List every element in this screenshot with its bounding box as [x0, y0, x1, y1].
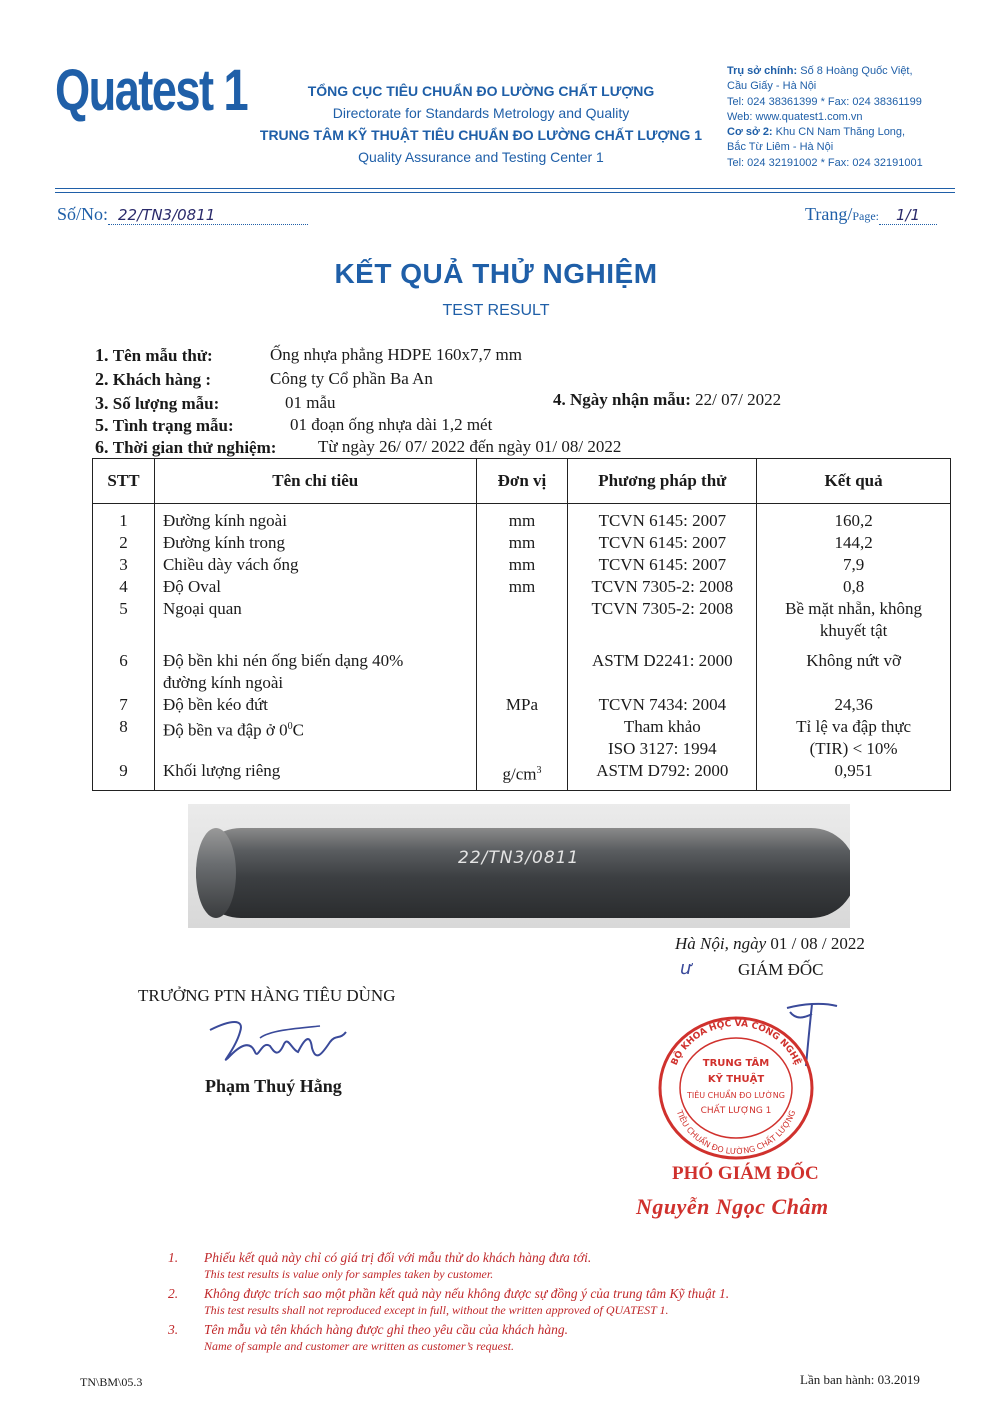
cell-stt: 8: [93, 716, 155, 760]
branch-label: Cơ sở 2:: [727, 126, 773, 139]
cell-result: 0,951: [757, 760, 951, 790]
table-row: [93, 554, 951, 576]
cell-name: Đường kính trong: [154, 532, 476, 554]
initial-mark: ư: [680, 958, 692, 979]
table-row: [93, 504, 951, 533]
footnote-item: 2. Không được trích sao một phần kết quả này nếu không được sự đồng ý của trung tâm Kỹ thuật 1. This test results shall not reproduced except in full, without the written approved of QUATEST 1.: [168, 1286, 730, 1317]
info-sample-name-value: Ống nhựa phẳng HDPE 160x7,7 mm: [270, 345, 522, 364]
info-customer: 2. Khách hàng :: [95, 369, 211, 389]
cell-method: TCVN 7305-2: 2008: [568, 598, 757, 642]
pipe-end: [196, 828, 236, 918]
stamp-line-3: TIÊU CHUẨN ĐO LƯỜNG: [686, 1091, 786, 1100]
report-number-value: 22/TN3/0811: [108, 206, 308, 225]
col-header-unit: Đơn vị: [476, 459, 568, 504]
organization-block: [250, 80, 712, 168]
page-label-en: Page:: [852, 209, 880, 223]
stamp-line-1: TRUNG TÂM: [702, 1058, 770, 1069]
cell-method: ASTM D792: 2000: [568, 760, 757, 790]
cell-name: Độ Oval: [154, 576, 476, 598]
info-condition: 5. Tình trạng mẫu:: [95, 415, 234, 435]
cell-stt: 1: [93, 504, 155, 533]
address-block: [727, 64, 977, 171]
cell-method: TCVN 7434: 2004: [568, 694, 757, 716]
table-row: [93, 694, 951, 716]
hq-address-2: Cầu Giấy - Hà Nội: [727, 80, 817, 93]
cell-result: 0,8: [757, 576, 951, 598]
stamp-line-4: CHẤT LƯỢNG 1: [700, 1106, 772, 1116]
sample-photo: [188, 804, 850, 928]
document-title: KẾT QUẢ THỬ NGHIỆM: [334, 258, 658, 289]
cell-name: Ngoại quan: [154, 598, 476, 642]
col-header-result: Kết quả: [757, 459, 951, 504]
cell-method: TCVN 6145: 2007: [568, 504, 757, 533]
cell-name: Độ bền kéo đứt: [154, 694, 476, 716]
org-line-en: Directorate for Standards Metrology and Quality: [332, 105, 630, 121]
header-rule-thin: [55, 192, 955, 193]
issue-version: Lần ban hành: 03.2019: [800, 1372, 920, 1387]
table-row: [93, 760, 951, 790]
cell-name: Khối lượng riêng: [154, 760, 476, 790]
hq-phone: Tel: 024 38361399 * Fax: 024 38361199: [727, 95, 922, 108]
cell-method: TCVN 7305-2: 2008: [568, 576, 757, 598]
footnote-item: 1. Phiếu kết quả này chỉ có giá trị đối với mẫu thử do khách hàng đưa tới. This test results is value only for samples taken by customer.: [168, 1250, 592, 1281]
report-number: [57, 204, 308, 225]
cell-unit: MPa: [476, 694, 568, 716]
cell-stt: 5: [93, 598, 155, 642]
center-line-vn: TRUNG TÂM KỸ THUẬT TIÊU CHUẨN ĐO LƯỜNG CHẤT LƯỢNG 1: [259, 127, 703, 143]
info-test-period: 6. Thời gian thử nghiệm:: [95, 437, 277, 457]
info-customer-value: Công ty Cổ phần Ba An: [270, 369, 433, 388]
pipe-body: [196, 828, 850, 918]
cell-unit: $g/cm^3$: [476, 760, 568, 790]
table-row: [93, 532, 951, 554]
cell-unit: mm: [476, 576, 568, 598]
col-header-stt: STT: [93, 459, 155, 504]
cell-unit: mm: [476, 532, 568, 554]
cell-stt: 6: [93, 642, 155, 694]
page-label: Trang/: [805, 204, 853, 224]
cell-name: Độ bền khi nén ống biến dạng 40% đường kính ngoài: [154, 642, 476, 694]
cell-unit: [476, 642, 568, 694]
results-table: [92, 458, 951, 791]
stamp-outer-text: BỘ KHOA HỌC VÀ CÔNG NGHỆ: [669, 1018, 803, 1068]
footnotes: [168, 1250, 928, 1358]
form-code: TN\BM\05.3: [80, 1375, 143, 1389]
cell-unit: mm: [476, 554, 568, 576]
report-number-label: Số/No:: [57, 204, 109, 224]
cell-stt: 2: [93, 532, 155, 554]
cell-stt: 3: [93, 554, 155, 576]
table-row: [93, 598, 951, 642]
table-row: [93, 576, 951, 598]
lab-head-name: Phạm Thuý Hằng: [205, 1076, 342, 1096]
hq-label: Trụ sở chính:: [727, 65, 798, 77]
cell-result: 160,2: [757, 504, 951, 533]
page-number: [805, 204, 937, 225]
deputy-director-title: PHÓ GIÁM ĐỐC: [672, 1163, 819, 1184]
table-header-row: [93, 459, 951, 504]
info-received-date: 4. Ngày nhận mẫu: 22/ 07/ 2022: [553, 390, 782, 409]
cell-name: Chiều dày vách ống: [154, 554, 476, 576]
cell-unit: [476, 598, 568, 642]
director-title: GIÁM ĐỐC: [738, 960, 824, 979]
document-subtitle: TEST RESULT: [442, 302, 550, 319]
info-condition-value: 01 đoạn ống nhựa dài 1,2 mét: [290, 415, 493, 434]
cell-stt: 9: [93, 760, 155, 790]
col-header-method: Phương pháp thử: [568, 459, 757, 504]
stamp-line-2: KỸ THUẬT: [707, 1074, 765, 1085]
cell-stt: 4: [93, 576, 155, 598]
page-number-value: 1/1: [879, 206, 937, 225]
info-test-period-value: Từ ngày 26/ 07/ 2022 đến ngày 01/ 08/ 2022: [318, 437, 622, 456]
cell-stt: 7: [93, 694, 155, 716]
official-stamp: [652, 1008, 820, 1164]
cell-result: 24,36: [757, 694, 951, 716]
branch-phone: Tel: 024 32191002 * Fax: 024 32191001: [727, 156, 923, 169]
hq-address-1: Số 8 Hoàng Quốc Việt,: [800, 65, 913, 77]
branch-address-1: Khu CN Nam Thăng Long,: [775, 126, 906, 139]
info-quantity-value: 01 mẫu: [285, 393, 336, 412]
cell-method: ASTM D2241: 2000: [568, 642, 757, 694]
sign-date: Hà Nội, ngày 01 / 08 / 2022: [675, 934, 865, 953]
cell-method: Tham khảo ISO 3127: 1994: [568, 716, 757, 760]
cell-method: TCVN 6145: 2007: [568, 532, 757, 554]
header-rule: [55, 188, 955, 189]
cell-result: Không nứt vỡ: [757, 642, 951, 694]
info-sample-name: 1. Tên mẫu thử:: [95, 345, 213, 365]
cell-name: Đường kính ngoài: [154, 504, 476, 533]
cell-unit: [476, 716, 568, 760]
lab-head-signature: [200, 1010, 360, 1080]
cell-result: Tỉ lệ va đập thực (TIR) < 10%: [757, 716, 951, 760]
table-row: [93, 642, 951, 694]
cell-result: Bề mặt nhẵn, không khuyết tật: [757, 598, 951, 642]
col-header-name: Tên chỉ tiêu: [154, 459, 476, 504]
org-line-vn: TỔNG CỤC TIÊU CHUẨN ĐO LƯỜNG CHẤT LƯỢNG: [307, 83, 655, 99]
lab-head-title: TRƯỞNG PTN HÀNG TIÊU DÙNG: [138, 986, 396, 1005]
cell-method: TCVN 6145: 2007: [568, 554, 757, 576]
table-row: [93, 716, 951, 760]
quatest-logo: Quatest 1: [55, 58, 248, 123]
cell-name: Độ bền va đập ở $0^0C$: [154, 716, 476, 760]
website: Web: www.quatest1.com.vn: [727, 110, 863, 123]
branch-address-2: Bắc Từ Liêm - Hà Nội: [727, 141, 834, 154]
info-quantity: 3. Số lượng mẫu:: [95, 393, 220, 413]
stamp-outer-text-2: TIÊU CHUẨN ĐO LƯỜNG CHẤT LƯỢNG: [674, 1108, 798, 1157]
deputy-director-name: Nguyễn Ngọc Châm: [636, 1194, 829, 1219]
footnote-item: 3. Tên mẫu và tên khách hàng được ghi theo yêu cầu của khách hàng. Name of sample and customer are written as customer’s request.: [168, 1322, 568, 1353]
cell-result: 7,9: [757, 554, 951, 576]
cell-result: 144,2: [757, 532, 951, 554]
center-line-en: Quality Assurance and Testing Center 1: [358, 149, 604, 165]
sample-photo-label: 22/TN3/0811: [458, 848, 580, 868]
cell-unit: mm: [476, 504, 568, 533]
